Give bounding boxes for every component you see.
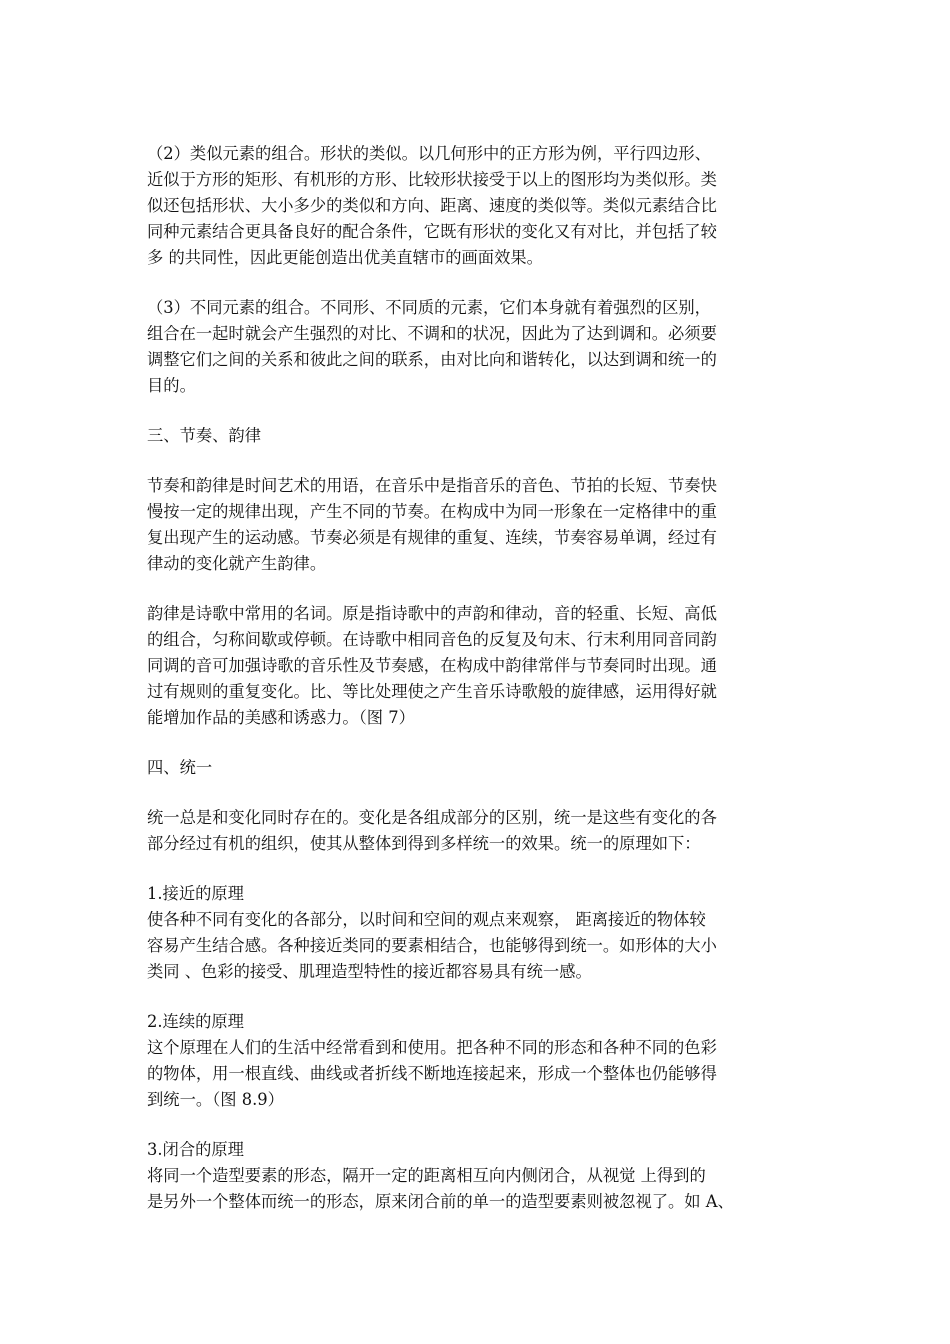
paragraph-rhythm [147, 473, 811, 577]
paragraph-unity [147, 805, 811, 857]
subsection-continuity [147, 1009, 811, 1113]
text-line: 过有规则的重复变化。比、等比处理使之产生音乐诗歌般的旋律感，运用得好就 [147, 682, 717, 701]
text-line: 目的。 [147, 376, 196, 395]
paragraph-different-elements [147, 295, 811, 399]
paragraph-prosody [147, 601, 811, 731]
text-line: 能增加作品的美感和诱惑力。（图 7） [147, 708, 415, 727]
text-line: 统一总是和变化同时存在的。变化是各组成部分的区别，统一是这些有变化的各 [147, 808, 717, 827]
text-line: 节奏和韵律是时间艺术的用语，在音乐中是指音乐的音色、节拍的长短、节奏快 [147, 476, 717, 495]
section-heading-unity: 四、统一 [147, 758, 213, 777]
text-line: 是另外一个整体而统一的形态，原来闭合前的单一的造型要素则被忽视了。如 A、 [147, 1192, 734, 1211]
text-line: 律动的变化就产生韵律。 [147, 554, 327, 573]
text-line: 慢按一定的规律出现，产生不同的节奏。在构成中为同一形象在一定格律中的重 [147, 502, 717, 521]
subsection-title: 2.连续的原理 [147, 1012, 244, 1031]
text-line: 将同一个造型要素的形态，隔开一定的距离相互向内侧闭合，从视觉 上得到的 [147, 1166, 706, 1185]
subsection-title: 3.闭合的原理 [147, 1140, 244, 1159]
text-line: 调整它们之间的关系和彼此之间的联系，由对比向和谐转化，以达到调和统一的 [147, 350, 717, 369]
text-line: （3）不同元素的组合。不同形、不同质的元素，它们本身就有着强烈的区别， [147, 298, 711, 317]
text-line: 的物体，用一根直线、曲线或者折线不断地连接起来，形成一个整体也仍能够得 [147, 1064, 717, 1083]
section-heading-rhythm: 三、节奏、韵律 [147, 426, 261, 445]
text-line: 韵律是诗歌中常用的名词。原是指诗歌中的声韵和律动，音的轻重、长短、高低 [147, 604, 717, 623]
document-page [147, 141, 811, 1215]
text-line: 多 的共同性，因此更能创造出优美直辖市的画面效果。 [147, 248, 543, 267]
text-line: 同调的音可加强诗歌的音乐性及节奏感，在构成中韵律常伴与节奏同时出现。通 [147, 656, 717, 675]
text-line: 到统一。（图 8.9） [147, 1090, 284, 1109]
text-line: 似还包括形状、大小多少的类似和方向、距离、速度的类似等。类似元素结合比 [147, 196, 717, 215]
subsection-title: 1.接近的原理 [147, 884, 244, 903]
text-line: （2）类似元素的组合。形状的类似。以几何形中的正方形为例，平行四边形、 [147, 144, 711, 163]
text-line: 类同 、色彩的接受、肌理造型特性的接近都容易具有统一感。 [147, 962, 592, 981]
text-line: 这个原理在人们的生活中经常看到和使用。把各种不同的形态和各种不同的色彩 [147, 1038, 717, 1057]
text-line: 近似于方形的矩形、有机形的方形、比较形状接受于以上的图形均为类似形。类 [147, 170, 717, 189]
text-line: 的组合，匀称间歇或停顿。在诗歌中相同音色的反复及句末、行末利用同音同韵 [147, 630, 717, 649]
text-line: 部分经过有机的组织，使其从整体到得到多样统一的效果。统一的原理如下： [147, 834, 701, 853]
text-line: 组合在一起时就会产生强烈的对比、不调和的状况，因此为了达到调和。必须要 [147, 324, 717, 343]
text-line: 复出现产生的运动感。节奏必须是有规律的重复、连续，节奏容易单调，经过有 [147, 528, 717, 547]
subsection-closure [147, 1137, 811, 1215]
paragraph-similar-elements [147, 141, 811, 271]
subsection-proximity [147, 881, 811, 985]
text-line: 使各种不同有变化的各部分，以时间和空间的观点来观察， 距离接近的物体较 [147, 910, 706, 929]
text-line: 容易产生结合感。各种接近类同的要素相结合，也能够得到统一。如形体的大小 [147, 936, 717, 955]
text-line: 同种元素结合更具备良好的配合条件，它既有形状的变化又有对比，并包括了较 [147, 222, 717, 241]
